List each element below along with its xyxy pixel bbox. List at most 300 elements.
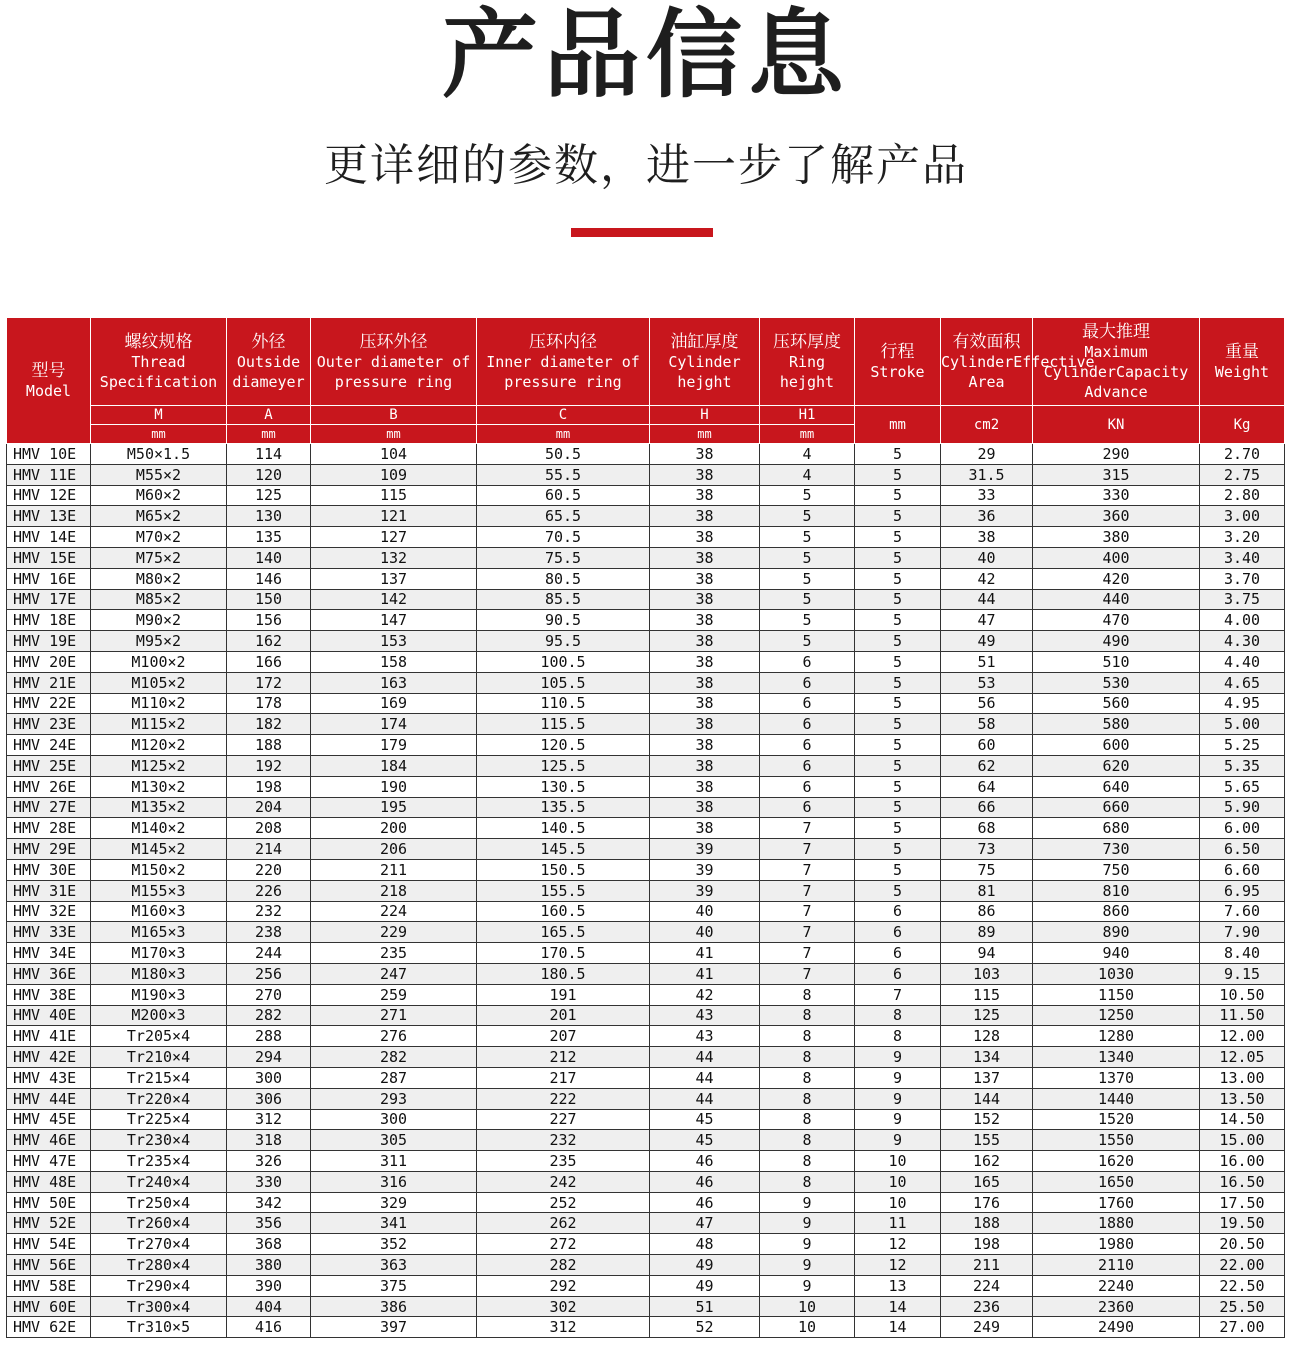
cell-ring-height: 9 xyxy=(760,1255,855,1276)
cell-inner-ring: 292 xyxy=(477,1275,650,1296)
cell-thread: M160×3 xyxy=(91,901,227,922)
cell-area: 66 xyxy=(941,797,1033,818)
cell-ring-height: 8 xyxy=(760,1005,855,1026)
table-row xyxy=(7,818,1285,839)
cell-area: 40 xyxy=(941,547,1033,568)
cell-area: 188 xyxy=(941,1213,1033,1234)
cell-ring-height: 8 xyxy=(760,1067,855,1088)
cell-thread: Tr215×4 xyxy=(91,1067,227,1088)
cell-model: HMV 47E xyxy=(7,1151,91,1172)
cell-outer-ring: 363 xyxy=(311,1255,477,1276)
cell-stroke: 5 xyxy=(855,839,941,860)
cell-model: HMV 40E xyxy=(7,1005,91,1026)
table-row xyxy=(7,735,1285,756)
cell-capacity: 750 xyxy=(1033,859,1200,880)
cell-weight: 6.60 xyxy=(1200,859,1285,880)
cell-cylinder-height: 38 xyxy=(650,776,760,797)
cell-model: HMV 43E xyxy=(7,1067,91,1088)
cell-inner-ring: 50.5 xyxy=(477,444,650,465)
cell-capacity: 730 xyxy=(1033,839,1200,860)
cell-outside-diameter: 270 xyxy=(227,984,311,1005)
cell-capacity: 1980 xyxy=(1033,1234,1200,1255)
cell-outer-ring: 179 xyxy=(311,735,477,756)
cell-outer-ring: 229 xyxy=(311,922,477,943)
cell-model: HMV 60E xyxy=(7,1296,91,1317)
cell-inner-ring: 252 xyxy=(477,1192,650,1213)
cell-outside-diameter: 416 xyxy=(227,1317,311,1338)
cell-capacity: 1550 xyxy=(1033,1130,1200,1151)
cell-capacity: 330 xyxy=(1033,485,1200,506)
cell-inner-ring: 145.5 xyxy=(477,839,650,860)
cell-inner-ring: 217 xyxy=(477,1067,650,1088)
cell-ring-height: 5 xyxy=(760,485,855,506)
cell-ring-height: 8 xyxy=(760,1151,855,1172)
cell-cylinder-height: 45 xyxy=(650,1109,760,1130)
cell-weight: 2.70 xyxy=(1200,444,1285,465)
cell-ring-height: 9 xyxy=(760,1234,855,1255)
table-row xyxy=(7,610,1285,631)
cell-cylinder-height: 41 xyxy=(650,943,760,964)
cell-model: HMV 21E xyxy=(7,672,91,693)
cell-cylinder-height: 44 xyxy=(650,1067,760,1088)
cell-cylinder-height: 38 xyxy=(650,589,760,610)
cell-capacity: 860 xyxy=(1033,901,1200,922)
cell-outer-ring: 311 xyxy=(311,1151,477,1172)
col-unit: KN xyxy=(1033,406,1200,444)
cell-model: HMV 46E xyxy=(7,1130,91,1151)
col-unit: Kg xyxy=(1200,406,1285,444)
cell-area: 53 xyxy=(941,672,1033,693)
cell-inner-ring: 150.5 xyxy=(477,859,650,880)
cell-stroke: 6 xyxy=(855,943,941,964)
cell-outside-diameter: 204 xyxy=(227,797,311,818)
table-row xyxy=(7,776,1285,797)
cell-cylinder-height: 38 xyxy=(650,714,760,735)
cell-outside-diameter: 130 xyxy=(227,506,311,527)
cell-outside-diameter: 318 xyxy=(227,1130,311,1151)
cell-outside-diameter: 326 xyxy=(227,1151,311,1172)
cell-ring-height: 6 xyxy=(760,755,855,776)
cell-outer-ring: 282 xyxy=(311,1047,477,1068)
cell-thread: Tr310×5 xyxy=(91,1317,227,1338)
cell-area: 36 xyxy=(941,506,1033,527)
cell-inner-ring: 160.5 xyxy=(477,901,650,922)
cell-cylinder-height: 38 xyxy=(650,631,760,652)
cell-outside-diameter: 178 xyxy=(227,693,311,714)
cell-outer-ring: 190 xyxy=(311,776,477,797)
cell-stroke: 10 xyxy=(855,1171,941,1192)
cell-inner-ring: 155.5 xyxy=(477,880,650,901)
cell-thread: M80×2 xyxy=(91,568,227,589)
cell-thread: Tr290×4 xyxy=(91,1275,227,1296)
cell-thread: M85×2 xyxy=(91,589,227,610)
cell-stroke: 9 xyxy=(855,1067,941,1088)
cell-outside-diameter: 114 xyxy=(227,444,311,465)
cell-capacity: 2110 xyxy=(1033,1255,1200,1276)
cell-weight: 3.75 xyxy=(1200,589,1285,610)
cell-capacity: 620 xyxy=(1033,755,1200,776)
cell-weight: 2.80 xyxy=(1200,485,1285,506)
cell-capacity: 1760 xyxy=(1033,1192,1200,1213)
cell-outside-diameter: 342 xyxy=(227,1192,311,1213)
cell-outer-ring: 397 xyxy=(311,1317,477,1338)
cell-thread: M165×3 xyxy=(91,922,227,943)
cell-outer-ring: 132 xyxy=(311,547,477,568)
cell-inner-ring: 60.5 xyxy=(477,485,650,506)
cell-stroke: 5 xyxy=(855,818,941,839)
cell-area: 134 xyxy=(941,1047,1033,1068)
col-unit: mm xyxy=(760,425,855,444)
cell-capacity: 490 xyxy=(1033,631,1200,652)
cell-area: 94 xyxy=(941,943,1033,964)
cell-capacity: 470 xyxy=(1033,610,1200,631)
col-header-thread: 螺纹规格 Thread Specification xyxy=(91,318,227,406)
cell-outer-ring: 259 xyxy=(311,984,477,1005)
cell-thread: M60×2 xyxy=(91,485,227,506)
cell-capacity: 1370 xyxy=(1033,1067,1200,1088)
table-row xyxy=(7,1171,1285,1192)
cell-cylinder-height: 38 xyxy=(650,527,760,548)
cell-outside-diameter: 182 xyxy=(227,714,311,735)
cell-stroke: 13 xyxy=(855,1275,941,1296)
cell-capacity: 640 xyxy=(1033,776,1200,797)
cell-cylinder-height: 38 xyxy=(650,547,760,568)
cell-cylinder-height: 38 xyxy=(650,735,760,756)
cell-outside-diameter: 188 xyxy=(227,735,311,756)
cell-weight: 20.50 xyxy=(1200,1234,1285,1255)
cell-thread: Tr300×4 xyxy=(91,1296,227,1317)
table-row xyxy=(7,568,1285,589)
cell-outside-diameter: 192 xyxy=(227,755,311,776)
cell-stroke: 11 xyxy=(855,1213,941,1234)
cell-capacity: 1520 xyxy=(1033,1109,1200,1130)
cell-ring-height: 5 xyxy=(760,610,855,631)
cell-model: HMV 16E xyxy=(7,568,91,589)
cell-stroke: 5 xyxy=(855,568,941,589)
cell-model: HMV 58E xyxy=(7,1275,91,1296)
cell-model: HMV 29E xyxy=(7,839,91,860)
cell-outside-diameter: 294 xyxy=(227,1047,311,1068)
table-row xyxy=(7,1005,1285,1026)
col-header-area: 有效面积 CylinderEffective Area xyxy=(941,318,1033,406)
table-row xyxy=(7,714,1285,735)
table-row xyxy=(7,693,1285,714)
cell-cylinder-height: 52 xyxy=(650,1317,760,1338)
table-row xyxy=(7,672,1285,693)
cell-model: HMV 34E xyxy=(7,943,91,964)
table-row xyxy=(7,963,1285,984)
cell-area: 44 xyxy=(941,589,1033,610)
cell-thread: Tr230×4 xyxy=(91,1130,227,1151)
col-symbol: B xyxy=(311,406,477,425)
cell-model: HMV 15E xyxy=(7,547,91,568)
cell-inner-ring: 85.5 xyxy=(477,589,650,610)
cell-area: 47 xyxy=(941,610,1033,631)
cell-ring-height: 8 xyxy=(760,1109,855,1130)
cell-outer-ring: 235 xyxy=(311,943,477,964)
cell-outside-diameter: 356 xyxy=(227,1213,311,1234)
cell-outer-ring: 341 xyxy=(311,1213,477,1234)
cell-model: HMV 36E xyxy=(7,963,91,984)
cell-area: 155 xyxy=(941,1130,1033,1151)
cell-weight: 27.00 xyxy=(1200,1317,1285,1338)
cell-thread: M100×2 xyxy=(91,651,227,672)
cell-stroke: 6 xyxy=(855,901,941,922)
cell-model: HMV 13E xyxy=(7,506,91,527)
cell-cylinder-height: 38 xyxy=(650,506,760,527)
cell-capacity: 560 xyxy=(1033,693,1200,714)
cell-capacity: 660 xyxy=(1033,797,1200,818)
cell-capacity: 890 xyxy=(1033,922,1200,943)
table-row xyxy=(7,464,1285,485)
cell-weight: 3.20 xyxy=(1200,527,1285,548)
cell-thread: M65×2 xyxy=(91,506,227,527)
cell-thread: M90×2 xyxy=(91,610,227,631)
cell-stroke: 8 xyxy=(855,1026,941,1047)
cell-ring-height: 8 xyxy=(760,1171,855,1192)
cell-outer-ring: 247 xyxy=(311,963,477,984)
cell-outside-diameter: 120 xyxy=(227,464,311,485)
cell-outside-diameter: 172 xyxy=(227,672,311,693)
cell-stroke: 14 xyxy=(855,1296,941,1317)
cell-inner-ring: 115.5 xyxy=(477,714,650,735)
cell-stroke: 9 xyxy=(855,1109,941,1130)
col-unit: mm xyxy=(650,425,760,444)
cell-thread: Tr270×4 xyxy=(91,1234,227,1255)
cell-stroke: 7 xyxy=(855,984,941,1005)
cell-stroke: 5 xyxy=(855,527,941,548)
cell-area: 38 xyxy=(941,527,1033,548)
cell-capacity: 360 xyxy=(1033,506,1200,527)
cell-model: HMV 10E xyxy=(7,444,91,465)
table-row xyxy=(7,859,1285,880)
cell-weight: 8.40 xyxy=(1200,943,1285,964)
cell-ring-height: 10 xyxy=(760,1317,855,1338)
col-unit: mm xyxy=(227,425,311,444)
col-symbol: C xyxy=(477,406,650,425)
cell-outside-diameter: 390 xyxy=(227,1275,311,1296)
cell-stroke: 6 xyxy=(855,963,941,984)
cell-ring-height: 7 xyxy=(760,880,855,901)
col-unit: mm xyxy=(311,425,477,444)
cell-inner-ring: 242 xyxy=(477,1171,650,1192)
cell-outer-ring: 158 xyxy=(311,651,477,672)
title-divider xyxy=(571,228,713,237)
cell-capacity: 680 xyxy=(1033,818,1200,839)
cell-cylinder-height: 46 xyxy=(650,1192,760,1213)
cell-thread: M70×2 xyxy=(91,527,227,548)
cell-inner-ring: 100.5 xyxy=(477,651,650,672)
cell-inner-ring: 105.5 xyxy=(477,672,650,693)
col-symbol: M xyxy=(91,406,227,425)
cell-model: HMV 56E xyxy=(7,1255,91,1276)
table-row xyxy=(7,984,1285,1005)
cell-weight: 6.50 xyxy=(1200,839,1285,860)
cell-capacity: 290 xyxy=(1033,444,1200,465)
col-header-weight: 重量 Weight xyxy=(1200,318,1285,406)
cell-ring-height: 8 xyxy=(760,1088,855,1109)
cell-capacity: 580 xyxy=(1033,714,1200,735)
cell-cylinder-height: 38 xyxy=(650,464,760,485)
cell-outer-ring: 206 xyxy=(311,839,477,860)
cell-thread: Tr220×4 xyxy=(91,1088,227,1109)
cell-stroke: 5 xyxy=(855,776,941,797)
cell-stroke: 9 xyxy=(855,1047,941,1068)
cell-ring-height: 8 xyxy=(760,1026,855,1047)
cell-area: 176 xyxy=(941,1192,1033,1213)
table-row xyxy=(7,1275,1285,1296)
col-symbol: A xyxy=(227,406,311,425)
cell-cylinder-height: 49 xyxy=(650,1255,760,1276)
cell-inner-ring: 120.5 xyxy=(477,735,650,756)
cell-model: HMV 26E xyxy=(7,776,91,797)
cell-outer-ring: 195 xyxy=(311,797,477,818)
cell-outer-ring: 316 xyxy=(311,1171,477,1192)
cell-model: HMV 38E xyxy=(7,984,91,1005)
cell-inner-ring: 282 xyxy=(477,1255,650,1276)
cell-inner-ring: 130.5 xyxy=(477,776,650,797)
cell-outer-ring: 276 xyxy=(311,1026,477,1047)
cell-area: 89 xyxy=(941,922,1033,943)
cell-stroke: 9 xyxy=(855,1130,941,1151)
cell-inner-ring: 227 xyxy=(477,1109,650,1130)
cell-outer-ring: 224 xyxy=(311,901,477,922)
cell-area: 86 xyxy=(941,901,1033,922)
cell-area: 236 xyxy=(941,1296,1033,1317)
cell-ring-height: 4 xyxy=(760,464,855,485)
cell-thread: M115×2 xyxy=(91,714,227,735)
cell-thread: Tr260×4 xyxy=(91,1213,227,1234)
cell-cylinder-height: 45 xyxy=(650,1130,760,1151)
cell-stroke: 5 xyxy=(855,755,941,776)
cell-outer-ring: 184 xyxy=(311,755,477,776)
cell-capacity: 380 xyxy=(1033,527,1200,548)
cell-area: 224 xyxy=(941,1275,1033,1296)
col-unit: cm2 xyxy=(941,406,1033,444)
cell-area: 115 xyxy=(941,984,1033,1005)
cell-stroke: 9 xyxy=(855,1088,941,1109)
cell-stroke: 5 xyxy=(855,547,941,568)
cell-cylinder-height: 38 xyxy=(650,444,760,465)
cell-outer-ring: 153 xyxy=(311,631,477,652)
cell-model: HMV 52E xyxy=(7,1213,91,1234)
cell-inner-ring: 70.5 xyxy=(477,527,650,548)
cell-weight: 12.00 xyxy=(1200,1026,1285,1047)
cell-outside-diameter: 214 xyxy=(227,839,311,860)
table-row xyxy=(7,1296,1285,1317)
cell-weight: 6.00 xyxy=(1200,818,1285,839)
cell-model: HMV 48E xyxy=(7,1171,91,1192)
cell-outer-ring: 386 xyxy=(311,1296,477,1317)
cell-cylinder-height: 47 xyxy=(650,1213,760,1234)
table-row xyxy=(7,901,1285,922)
cell-cylinder-height: 46 xyxy=(650,1171,760,1192)
cell-inner-ring: 222 xyxy=(477,1088,650,1109)
cell-outer-ring: 104 xyxy=(311,444,477,465)
cell-ring-height: 6 xyxy=(760,672,855,693)
cell-weight: 7.60 xyxy=(1200,901,1285,922)
cell-area: 62 xyxy=(941,755,1033,776)
cell-thread: M110×2 xyxy=(91,693,227,714)
table-row xyxy=(7,1109,1285,1130)
cell-weight: 22.50 xyxy=(1200,1275,1285,1296)
cell-inner-ring: 80.5 xyxy=(477,568,650,589)
cell-outside-diameter: 404 xyxy=(227,1296,311,1317)
cell-outer-ring: 163 xyxy=(311,672,477,693)
table-row xyxy=(7,589,1285,610)
cell-inner-ring: 125.5 xyxy=(477,755,650,776)
col-header-ring-height: 压环厚度 Ring hejght xyxy=(760,318,855,406)
cell-outer-ring: 211 xyxy=(311,859,477,880)
cell-area: 128 xyxy=(941,1026,1033,1047)
cell-area: 51 xyxy=(941,651,1033,672)
cell-thread: M135×2 xyxy=(91,797,227,818)
cell-outside-diameter: 288 xyxy=(227,1026,311,1047)
cell-stroke: 5 xyxy=(855,610,941,631)
cell-ring-height: 8 xyxy=(760,1130,855,1151)
cell-outside-diameter: 220 xyxy=(227,859,311,880)
cell-outside-diameter: 330 xyxy=(227,1171,311,1192)
table-row xyxy=(7,444,1285,465)
cell-outside-diameter: 238 xyxy=(227,922,311,943)
cell-inner-ring: 272 xyxy=(477,1234,650,1255)
cell-outside-diameter: 300 xyxy=(227,1067,311,1088)
cell-stroke: 5 xyxy=(855,506,941,527)
cell-ring-height: 7 xyxy=(760,839,855,860)
cell-thread: M150×2 xyxy=(91,859,227,880)
cell-capacity: 530 xyxy=(1033,672,1200,693)
cell-outside-diameter: 380 xyxy=(227,1255,311,1276)
cell-cylinder-height: 49 xyxy=(650,1275,760,1296)
cell-area: 49 xyxy=(941,631,1033,652)
cell-thread: M130×2 xyxy=(91,776,227,797)
table-row xyxy=(7,651,1285,672)
col-header-outside-diameter: 外径 Outside diameyer xyxy=(227,318,311,406)
cell-cylinder-height: 39 xyxy=(650,839,760,860)
cell-outer-ring: 127 xyxy=(311,527,477,548)
cell-area: 198 xyxy=(941,1234,1033,1255)
cell-model: HMV 42E xyxy=(7,1047,91,1068)
table-row xyxy=(7,839,1285,860)
col-symbol: H1 xyxy=(760,406,855,425)
cell-weight: 17.50 xyxy=(1200,1192,1285,1213)
cell-stroke: 5 xyxy=(855,651,941,672)
cell-outside-diameter: 312 xyxy=(227,1109,311,1130)
cell-capacity: 1280 xyxy=(1033,1026,1200,1047)
table-row xyxy=(7,943,1285,964)
cell-cylinder-height: 39 xyxy=(650,880,760,901)
cell-cylinder-height: 40 xyxy=(650,922,760,943)
cell-outer-ring: 115 xyxy=(311,485,477,506)
cell-stroke: 5 xyxy=(855,693,941,714)
cell-stroke: 5 xyxy=(855,880,941,901)
cell-cylinder-height: 41 xyxy=(650,963,760,984)
cell-weight: 4.30 xyxy=(1200,631,1285,652)
table-row xyxy=(7,1047,1285,1068)
cell-thread: M50×1.5 xyxy=(91,444,227,465)
cell-area: 29 xyxy=(941,444,1033,465)
cell-ring-height: 7 xyxy=(760,859,855,880)
cell-ring-height: 6 xyxy=(760,797,855,818)
col-header-outer-ring: 压环外径 Outer diameter of pressure ring xyxy=(311,318,477,406)
cell-inner-ring: 262 xyxy=(477,1213,650,1234)
cell-cylinder-height: 46 xyxy=(650,1151,760,1172)
cell-weight: 22.00 xyxy=(1200,1255,1285,1276)
cell-thread: Tr210×4 xyxy=(91,1047,227,1068)
cell-outside-diameter: 156 xyxy=(227,610,311,631)
cell-model: HMV 27E xyxy=(7,797,91,818)
cell-outside-diameter: 146 xyxy=(227,568,311,589)
